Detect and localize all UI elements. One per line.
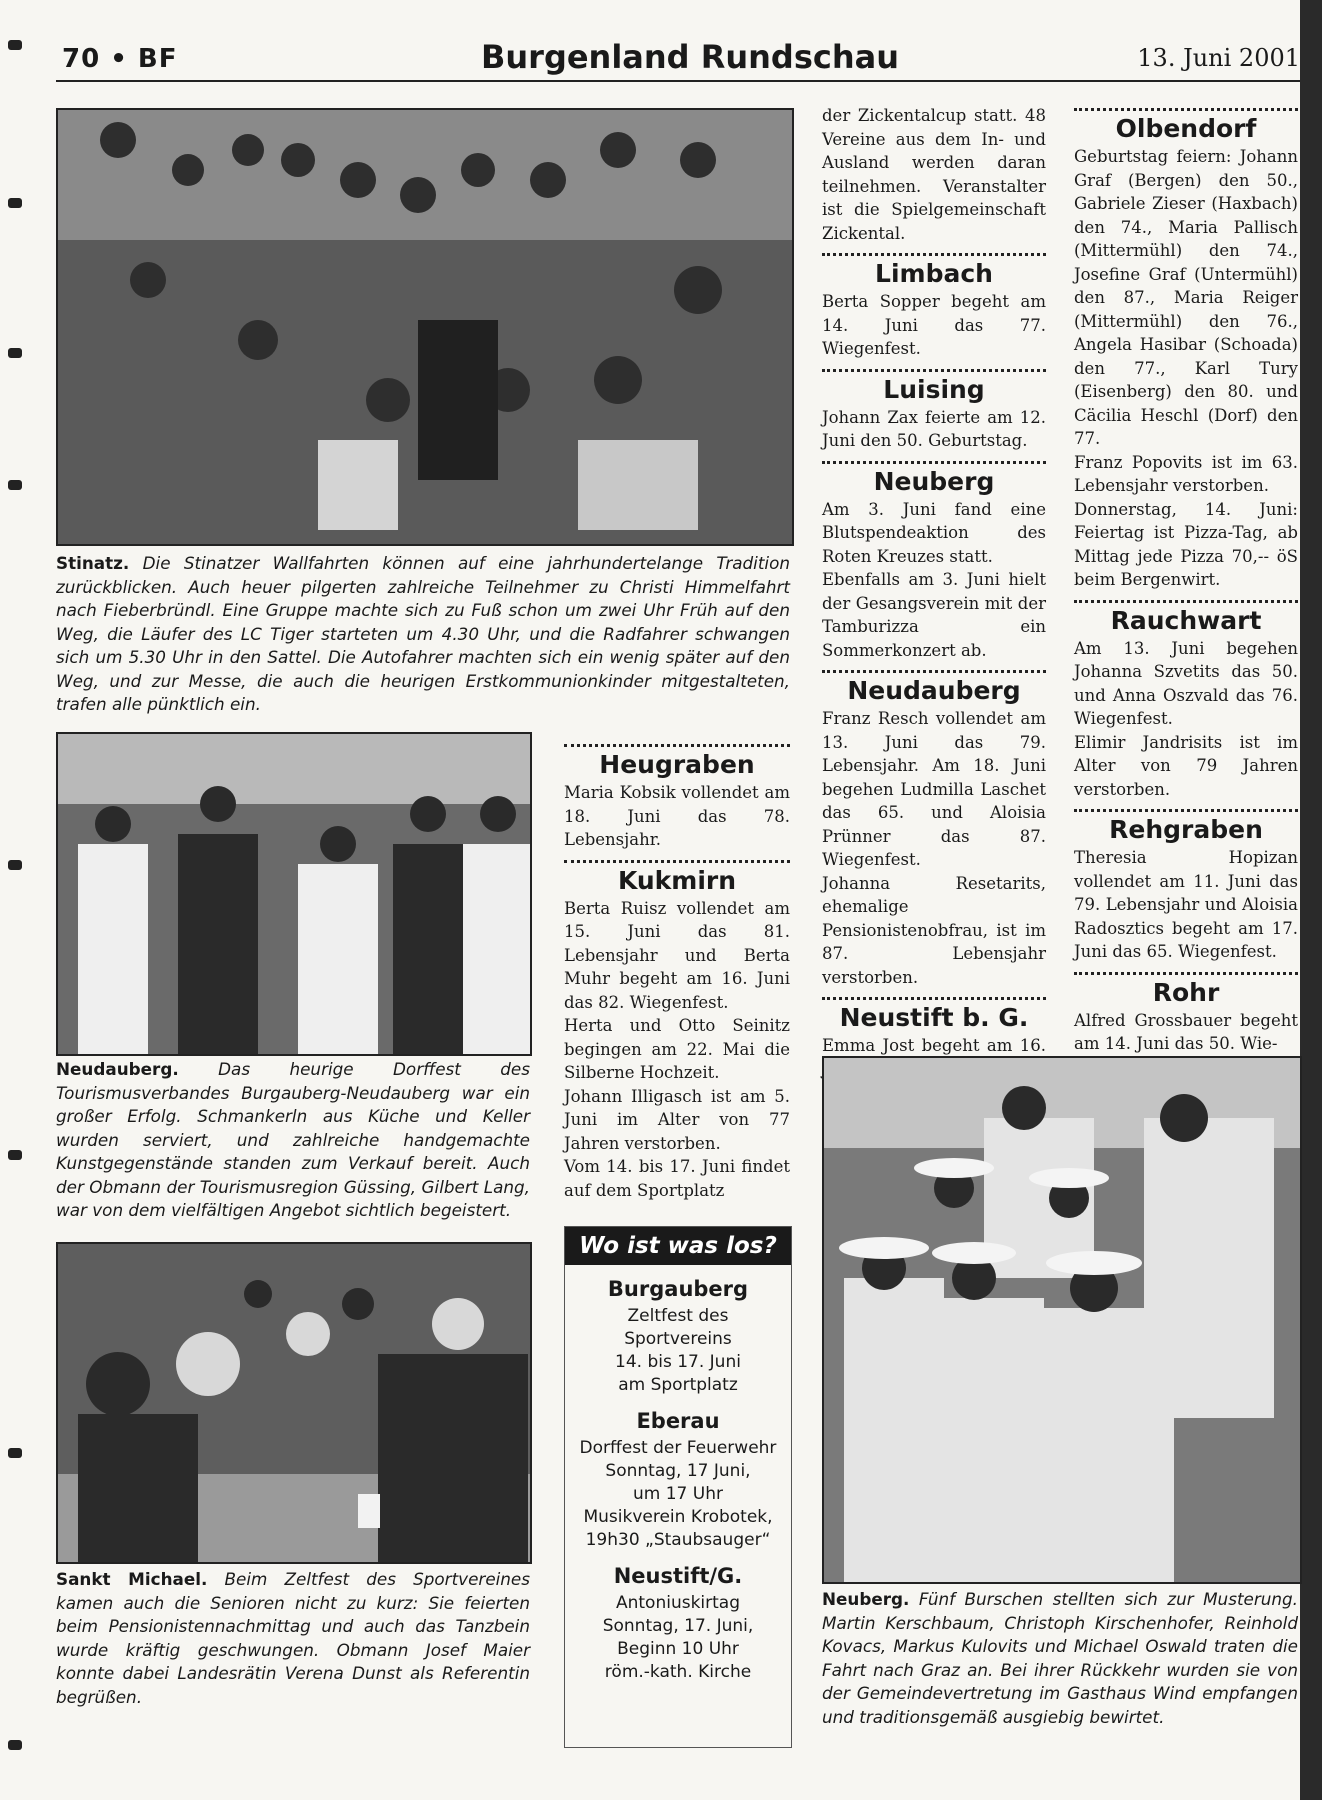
caption-text: Beim Zeltfest des Sportvereines kamen auch die Senioren nicht zu kurz: Sie feierten beim Pensionistennachmittag und auch das Tanzbein wurde kräftig geschwungen. Obmann Josef Maier konnte dabei Landesrätin Verena Dunst als Referentin begrüßen. [56,1569,531,1707]
event-text: Dorffest der Feuerwehr Sonntag, 17 Juni, um 17 Uhr Musikverein Krobotek, 19h30 „Staubsauger“ [579,1438,777,1550]
text-heugraben: Maria Kobsik vollendet am 18. Juni das 78. Lebensjahr. [564,783,790,849]
text-kukmirn-3: Johann Illigasch ist am 5. Juni im Alter von 77 Jahren verstorben. [564,1086,790,1153]
dotted-divider [822,461,1046,464]
column-c [1074,104,1298,1056]
heading-heugraben: Heugraben [599,750,755,779]
text-luising: Johann Zax feierte am 12. Juni den 50. Geburtstag. [822,407,1046,450]
heading-rauchwart: Rauchwart [1110,605,1262,635]
text-olbendorf: Geburtstag feiern: Johann Graf (Bergen) den 50., Gabriele Zieser (Haxbach) den 74., Maria Pallisch (Mittermühl) den 74., Josefine Graf (Untermühl) den 87., Maria Reiger (Mittermühl) den 76., Angela Hasibar (Schoada) den 77., Karl Tury (Eisenberg) den 80. und Cäcilia Heschl (Dorf) den 77. [1074,147,1298,448]
text-neuberg-2: Ebenfalls am 3. Juni hielt der Gesangsverein mit der Tamburizza ein Sommerkonzert ab. [822,570,1046,660]
heading-olbendorf: Olbendorf [1115,114,1257,143]
scan-mark [8,480,22,490]
header-rule [56,80,1300,82]
dotted-divider [822,670,1046,673]
events-box [564,1226,792,1748]
scan-mark [8,1448,22,1458]
caption-sankt-michael [56,1568,530,1709]
scan-edge [1300,0,1322,1800]
scan-mark [8,1740,22,1750]
newspaper-title: Burgenland Rundschau [480,38,899,76]
event-text: Zeltfest des Sportvereins 14. bis 17. Juni am Sportplatz [615,1306,741,1395]
event-place: Neustift/G. [613,1564,743,1588]
text-neuberg: Am 3. Juni fand eine Blutspendeaktion des Roten Kreuzes statt. [822,499,1046,566]
dotted-divider [1074,809,1298,812]
caption-place: Neuberg. [822,1589,910,1609]
heading-kukmirn: Kukmirn [617,865,737,895]
heading-luising: Luising [883,374,985,404]
heading-limbach: Limbach [875,259,993,288]
scan-mark [8,860,22,870]
heading-neuberg: Neuberg [873,466,995,496]
caption-place: Sankt Michael. [56,1569,208,1589]
heading-rehgraben: Rehgraben [1109,815,1263,844]
text-olbendorf-2: Franz Popovits ist im 63. Lebensjahr verstorben. [1074,452,1298,495]
dotted-divider [822,369,1046,372]
heading-neustift: Neustift b. G. [839,1003,1029,1032]
scan-mark [8,1150,22,1160]
text-neudauberg-2: Johanna Resetarits, ehemalige Pensionistenobfrau, ist im 87. Lebensjahr verstorben. [822,873,1046,987]
text-rohr: Alfred Grossbauer begeht am 14. Juni das 50. Wie- [1074,1010,1298,1053]
issue-date: 13. Juni 2001 [1137,44,1300,72]
text-neudauberg: Franz Resch vollendet am 13. Juni das 79. Lebensjahr. Am 18. Juni begehen Ludmilla Laschet das 65. und Aloisia Prünner das 87. Wiegenfest. [822,709,1046,869]
photo-sankt-michael [56,1242,532,1564]
dotted-divider [1074,972,1298,975]
caption-neuberg [822,1588,1298,1729]
event-place: Burgauberg [607,1277,749,1301]
caption-text: Das heurige Dorffest des Tourismusverbandes Burgauberg-Neudauberg war ein großer Erfolg. Schmankerln aus Küche und Keller wurden serviert, und zahlreiche handgemachte Kunstgegenstände standen zum Verkauf bereit. Auch der Obmann der Tourismusregion Güssing, Gilbert Lang, war von dem vielfältigen Angebot sichtlich begeistert. [56,1059,530,1220]
scan-mark [8,40,22,50]
event-place: Eberau [636,1409,720,1433]
text-kukmirn: Berta Ruisz vollendet am 15. Juni das 81. Lebensjahr und Berta Muhr begeht am 16. Juni das 82. Wiegenfest. [564,898,790,1012]
scan-mark [8,198,22,208]
photo-neudauberg [56,732,532,1056]
text-rauchwart-2: Elimir Jandrisits ist im Alter von 79 Jahren verstorben. [1074,732,1298,799]
text-kukmirn-4: Vom 14. bis 17. Juni findet auf dem Sportplatz [564,1157,790,1200]
scan-mark [8,348,22,358]
dotted-divider [822,997,1046,1000]
caption-text: Fünf Burschen stellten sich zur Musterung. Martin Kerschbaum, Christoph Kirschenhofer, Reinhold Kovacs, Markus Kulovits und Michael Oswald traten die Fahrt nach Graz an. Bei ihrer Rückkehr wurden sie von der Gemeindevertretung im Gasthaus Wind empfangen und traditionsgemäß ausgiebig bewirtet. [822,1589,1298,1727]
caption-text: Die Stinatzer Wallfahrten können auf eine jahrhundertelange Tradition zurückblicken. Auch heuer pilgerten zahlreiche Teilnehmer zu Christi Himmelfahrt nach Fieberbründl. Eine Gruppe machte sich zu Fuß schon um zwei Uhr Früh auf den Weg, die Läufer des LC Tiger starteten um 4.30 Uhr, und die Radfahrer schwangen sich um 5.30 Uhr in den Sattel. Die Autofahrer machten sich ein wenig später auf den Weg, und zur Messe, die auch die heurigen Erstkommunionkinder mitgestalteten, trafen alle pünktlich ein. [56,553,790,714]
heading-rohr: Rohr [1152,977,1220,1007]
text-limbach: Berta Sopper begeht am 14. Juni das 77. Wiegenfest. [822,292,1046,358]
text-rehgraben: Theresia Hopizan vollendet am 11. Juni das 79. Lebensjahr und Aloisia Radosztics begeht am 17. Juni das 65. Wiegenfest. [1074,848,1298,961]
photo-neuberg [822,1056,1302,1584]
event-text: Antoniuskirtag Sonntag, 17. Juni, Beginn 10 Uhr röm.-kath. Kirche [602,1593,754,1682]
caption-place: Stinatz. [56,553,130,573]
text-zickentalcup: der Zickentalcup statt. 48 Vereine aus dem In- und Ausland werden daran teilnehmen. Veranstalter ist die Spielgemeinschaft Zickental. [822,106,1046,243]
caption-stinatz [56,552,790,717]
text-rauchwart: Am 13. Juni begehen Johanna Szvetits das 50. und Anna Oszvald das 76. Wiegenfest. [1074,638,1298,728]
dotted-divider [1074,108,1298,111]
text-kukmirn-2: Herta und Otto Seinitz begingen am 22. Mai die Silberne Hochzeit. [564,1016,790,1082]
photo-stinatz [56,108,794,546]
column-a [564,736,790,1202]
dotted-divider [1074,600,1298,603]
events-title: Wo ist was los? [565,1227,791,1265]
text-neustift: Emma Jost begeht am 16. [822,1036,1046,1055]
heading-neudauberg: Neudauberg [847,676,1021,705]
dotted-divider [564,744,790,747]
caption-place: Neudauberg. [56,1059,179,1079]
dotted-divider [564,860,790,863]
caption-neudauberg [56,1058,530,1223]
text-olbendorf-3: Donnerstag, 14. Juni: Feiertag ist Pizza-Tag, ab Mittag jede Pizza 70,-- öS beim Bergenwirt. [1074,499,1298,589]
page-number: 70 • BF [62,44,178,74]
column-b [822,104,1046,1081]
dotted-divider [822,253,1046,256]
